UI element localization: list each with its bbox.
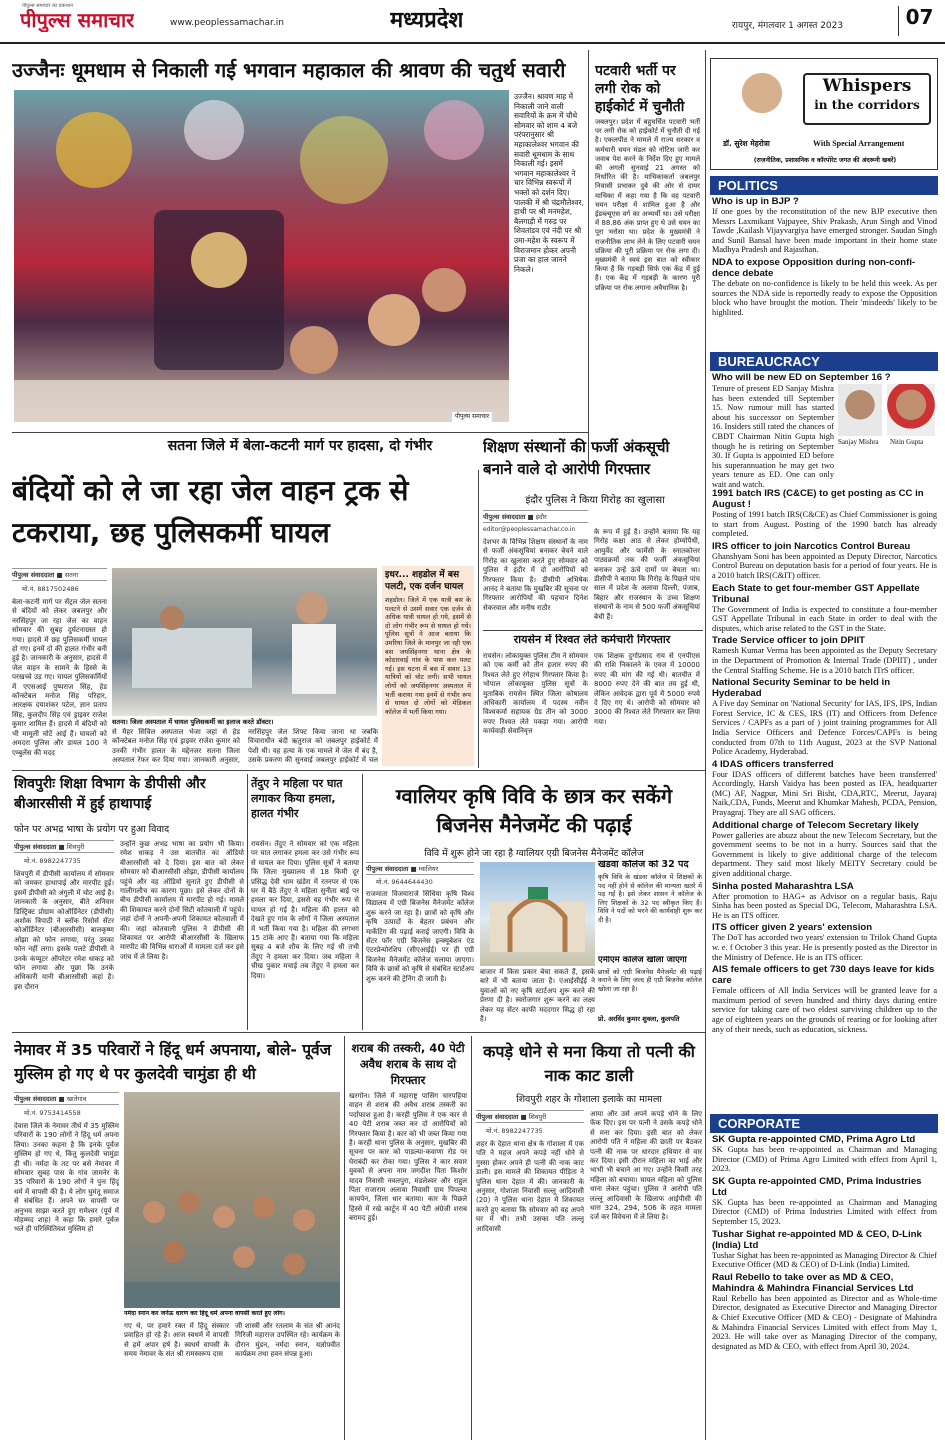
- abm-college-title: एमीएम कॉलेज खोला जाएगा: [598, 956, 687, 965]
- khandwa-box: [598, 860, 702, 954]
- sanjay-mishra-caption: Sanjay Mishra: [838, 438, 879, 446]
- rule-v3: [478, 470, 479, 768]
- nose-body: शहर के देहात थाना क्षेत्र के गोशाला में एक पति ने महज अपने कपड़े नहीं धोने से गुस्सा होकर अपने ही पत्नी की नाक काट डाली। इस मामले की शिकायत पीड़िता ने पुलिस थाना देहात में की। जानकारी के अनुसार, गोशाला निवासी सल्लू आदिवासी (20) ने पुलिस थाना देहात में शिकायत करते हुए बताया कि सोमवार को वह अपने घर में थी। तभी उसका पति लल्लू आदिवासी: [476, 1140, 584, 1233]
- satna-kicker: सतना जिले में बेला-कटनी मार्ग पर हादसा, दो गंभीर: [167, 438, 433, 454]
- indore-email[interactable]: editor@peoplessamachar.co.in: [483, 526, 576, 533]
- rule-v1: [588, 50, 589, 470]
- liquor-headline: शराब की तस्करी, 40 पेटी अवैध शराब के साथ दो गिरफ्तार: [351, 1041, 465, 1087]
- patwari-headline: पटवारी भर्ती पर लगी रोक को हाईकोर्ट में चुनौती: [595, 63, 685, 115]
- bureaucracy-band: BUREAUCRACY: [710, 352, 938, 371]
- whispers-tagline: (राजनीतिक, प्रशासनिक व कॉरपोरेट जगत की अंदरूनी खबरें): [753, 157, 897, 164]
- columnist-photo: [731, 65, 793, 135]
- bureaucracy-item-1-text: Posting of 1991 batch IRS(C&CE) as Chief Commissioner is going to start from August. Posting of the 1990 batch has already completed.: [712, 510, 937, 539]
- leopard-body: रायसेन। तेंदुए ने सोमवार को एक महिला पर घात लगाकर हमला कर उसे गंभीर रूप से घायल कर दिया। पुलिस सूत्रों ने बताया कि जिला मुख्यालय से 18 किमी दूर प्रसिद्ध देवी धाम खंडेरा में रतनपर से एक घर में बैठे तेंदुए ने महिला सुनीता बाई पर हमला कर दिया, इससे वह गंभीर रूप से घायल हो गई है। महिला की हालत को देखते हुए गांव के लोगों ने जिला अस्पताल में भर्ती किया गया है। महिला की लगभग 15 टांके आए हैं। बताया गया कि महिला सुबह 4 बजे शौच के लिए गई थी तभी तेंदुए ने हमला कर दिया। जब महिला ने चीख पुकार मचाई तब तेंदुए ने हमला कर दिया।: [251, 840, 359, 980]
- satna-mobile: मो.नं. 8817502486: [22, 585, 79, 593]
- satna-byline-place: सतना: [64, 571, 79, 579]
- satna-photo: [112, 568, 377, 716]
- nitin-gupta-caption: Nitin Gupta: [890, 438, 924, 446]
- shivpuri-dpc-mobile: मो.नं. 8982247735: [24, 857, 81, 865]
- shivpuri-dpc-byline-place: शिवपुरी: [66, 843, 85, 851]
- masthead-site[interactable]: www.peoplessamachar.in: [170, 18, 284, 28]
- shivpuri-dpc-byline-name: पीपुल्स संवाददाता: [14, 843, 57, 851]
- shivpuri-dpc-body: शिवपुरी में डीपीसी कार्यालय में सोमवार को जमकर हाथापाई और मारपीट हुई। इसमें डीपीसी को अंगुली में चोट आई है। जानकारी के अनुसार, बीते शनिवार डिस्ट्रिक्ट प्रोग्राम कोऑर्डिनेटर (डीपीसी) अशोक त्रिपाठी ने ब्लॉक रिसोर्स सेंटर कोऑर्डिनेटर (बीआरसीसी) बालकृष्ण ओझा को फोन लगाया, परंतु उनका फोन नहीं लगा। इसके पलटे डीपीसी ने उनके कंप्यूटर ऑपरेटर रमेश धाकड़ को फोन लगाया और पूछा कि उनके अधिकारी यानी बीआरसीसी कहां है। इस दौरान: [14, 870, 114, 991]
- bureaucracy-item-2-text: Ghanshyam Soni has been appointed as Deputy Director, Narcotics Control Bureau on deputation basis for a period of four years. He is a 2010 batch IRS(C&IT) officer.: [712, 551, 937, 580]
- nemawar-headline: नेमावर में 35 परिवारों ने हिंदू धर्म अपनाया, बोले- पूर्वज मुस्लिम हो गए थे पर कुलदेवी चामुंडा ही थी: [14, 1041, 332, 1083]
- bureaucracy-item-10-title: AIS female officers to get 730 days leave for kids care: [712, 964, 935, 987]
- corporate-item-3-title: Tushar Sighat re-appointed MD & CEO, D-Link (India) Ltd: [712, 1228, 922, 1251]
- rule-h4: [12, 1032, 705, 1033]
- corporate-list: [712, 1132, 937, 1440]
- masthead-logo[interactable]: पीपुल्स समाचार: [20, 9, 135, 32]
- rule-v6: [344, 1036, 345, 1440]
- gwalior-photo: [480, 862, 595, 966]
- nemawar-byline: पीपुल्स संवाददाता ■ खातेगांव: [14, 1092, 119, 1105]
- indore-headline: शिक्षण संस्थानों की फर्जी अंकसूची बनाने वाले दो आरोपी गिरफ्तार: [483, 438, 670, 478]
- nemawar-byline-name: पीपुल्स संवाददाता: [14, 1095, 57, 1103]
- bureaucracy-item-6-text: Four IDAS officers of different batches have been transferred' Accordingly, Harsh Vaidya has been posted as IFA, headquarter (MC) AF, Nagpur, Mini Sri Bisht, CDA,RTC, Meerut, Jayaraj Naik,CDA, Funds, Meerut and Khumkar Mahesh, PCDA, Pension, Prayagraj. They are all SAG officers.: [712, 769, 937, 818]
- nose-body-col2: आया और उसे अपने कपड़े धोने के लिए फेंक दिए। इस पर पत्नी ने उसके कपड़े धोने से मना कर दिया। इसी बात को लेकर आरोपी पति ने महिला की छाती पर बैठकर पत्नी की नाक पर धारदार हथियार से वार कर दिया। इसी दौरान महिला का भाई और भाभी भी बचाने आ गए। उन्होंने किसी तरह महिला को बचाया। घायल महिला को पुलिस थाना लेकर पहुंचा। पुलिस ने आरोपी पति लल्लू आदिवासी के खिलाफ आईपीसी की धारा 324, 294, 506 के तहत मामला दर्ज कर विवेचना में ले लिया है।: [590, 1110, 702, 1222]
- rule-v4: [247, 774, 248, 1030]
- whispers-header: [710, 58, 938, 170]
- politics-list: [712, 194, 937, 317]
- gwalior-body: राजमाता विजयाराजे सिंधिया कृषि विश्व विद्यालय में एग्री बिजनेस मैनेजमेंट कॉलेज शुरू करने जा रहा है। छात्रों को कृषि और कृषि उत्पादों के बेहतर प्रबंधन और मार्केटिंग की पढ़ाई कराई जाएगी। विवि के सेंटर फॉर एग्री बिजनेस इन्क्यूबेशन एंड एंटरप्रेन्योरशिप (सीएआईई) पर ही एग्री बिजनेस मैनेजमेंट कॉलेज चलाया जाएगा। विवि के छात्रों को कृषि से संबंधित स्टार्टअप शुरू करने की ट्रेनिंग दी जाती है।: [366, 890, 474, 983]
- corporate-band: CORPORATE: [710, 1114, 938, 1133]
- bureaucracy-item-3-text: The Government of India is expected to constitute a four-member GST Appellate Tribunal in each State in order to deal with the disputes, which arise related to the GST in the State.: [712, 604, 937, 633]
- ujjain-headline: उज्जैनः धूमधाम से निकाली गई भगवान महाकाल की श्रावण की चतुर्थ सवारी: [12, 58, 566, 82]
- gwalior-quote-by: प्रो. अरविंद कुमार शुक्ला, कुलपति: [598, 1015, 680, 1023]
- khandwa-box-body: कृषि विवि के खंडवा कॉलेज में शिक्षकों के पद नहीं होने से कॉलेज की मान्यता खतरे में पड़ गई है। इसे लेकर शासन ने कॉलेज के लिए शिक्षकों के 32 पद स्वीकृत किए हैं। विवि ने पदों को भरने की कार्यवाही शुरू कर दी है।: [598, 872, 702, 924]
- satna-body-col2: से मैहर सिविल अस्पताल भेजा जहां से हेड कॉन्स्टेबल मनोज सिंह एवं ड्राइवर राजेश कुमार को उनकी गंभीर हालत के मद्देनजर सतना जिला अस्पताल रेफर कर दिया गया। जानकारी अनुसार,: [112, 728, 240, 765]
- nose-headline: कपड़े धोने से मना किया तो पत्नी की नाक काट डाली: [483, 1042, 695, 1085]
- satna-byline-name: पीपुल्स संवाददाता: [12, 571, 55, 579]
- whispers-logo-line2: in the corridors: [814, 98, 920, 112]
- abm-college-body: छात्रों को एग्री बिजनेस मैनेजमेंट की पढ़ाई कराने के लिए जल्द ही एग्री बिजनेस कॉलेज खोला जा रहा है।: [598, 967, 702, 993]
- shahdol-box-title: इधर... शहडोल में बस पलटी, एक दर्जन घायल: [385, 570, 464, 592]
- indore-deck: इंदौर पुलिस ने किया गिरोह का खुलासा: [525, 495, 665, 506]
- nose-deck: शिवपुरी शहर के गोशाला इलाके का मामला: [516, 1094, 662, 1105]
- whispers-logo-line1: Whispers: [822, 76, 912, 96]
- shahdol-box: [382, 566, 474, 766]
- raisen-body: रायसेन। लोकायुक्त पुलिस टीम ने सोमवार को एक कर्मी को तीन हजार रुपए की रिश्वत लेते हुए रंगेहाथ गिरफ्तार किया है। भोपाल लोकायुक्त पुलिस सूत्रों के मुताबिक रायसेन स्थित जिला कोषालय अधिकारी कार्यालय में पदस्थ नवीन विश्वकर्मा सहायक ग्रेड तीन को 3000 रुपए रिश्वत लेते पकड़ा गया। आरोपी कार्यवाही सेवानिवृत्त: [483, 652, 588, 736]
- bureaucracy-item-5-title: National Security Seminar to be held in Hyderabad: [712, 677, 891, 700]
- columnist-name: डॉ. सुरेश मेहरोत्रा: [723, 139, 770, 148]
- bureaucracy-item-6-title: 4 IDAS officers transferred: [712, 758, 834, 770]
- nose-byline-name: पीपुल्स संवाददाता: [476, 1113, 519, 1121]
- bureaucracy-item-4-title: Trade Service officer to join DPIIT: [712, 635, 866, 647]
- corporate-item-4-title: Raul Rebello to take over as MD & CEO, Mahindra & Mahindra Financial Services Ltd: [712, 1271, 914, 1294]
- satna-byline: पीपुल्स संवाददाता ■ सतना: [12, 568, 107, 581]
- bureaucracy-item-9-title: ITS officer given 2 years' extension: [712, 922, 873, 934]
- rule-v5: [362, 774, 363, 1030]
- ujjain-photo-art: [14, 90, 509, 422]
- bureaucracy-lead-body: [712, 384, 834, 490]
- shivpuri-dpc-byline: पीपुल्स संवाददाता ■ शिवपुरी: [14, 840, 114, 853]
- corporate-item-2-title: SK Gupta re-appointed CMD, Prima Industries Ltd: [712, 1175, 922, 1198]
- bureaucracy-item-8-title: Sinha posted Maharashtra LSA: [712, 880, 854, 892]
- shivpuri-dpc-body-col2: उन्होंने कुछ अभद्र भाषा का प्रयोग भी किया। रमेश धाकड़ ने उस बातचीत का ऑडियो बीआरसीसी को दे दिया। इस बात को लेकर सोमवार को बीआरसीसी ओझा, डीपीसी कार्यालय पहुंचे और वह ऑडियो सुनाते हुए डीपीसी से गालीगलौच का कारण पूछा। इसे लेकर दोनों के बीच डीपीसी कार्यालय में मारपीट हो गई। मामले की शिकायत करने दोनों सिटी कोतवाली में पहुंचे। जहां दोनों ने अपनी-अपनी शिकायत कोतवाली में की। जहां कोतवाली पुलिस ने डीपीसी की शिकायत पर आरोपी बीआरसीसी के खिलाफ मारपीट की विभिन्न धाराओं में मामला दर्ज कर इसे जांच में ले लिया है।: [120, 840, 244, 961]
- satna-body-col3: नरसिंहपुर जेल शिफ्ट किया जाना था जबकि विचाराधीन बंदी ऋतुराज को जबलपुर हाईकोर्ट में पेशी थी। वह हत्या के एक मामले में जेल में बंद है, उसके प्रकरण की सुनवाई जबलपुर हाईकोर्ट में चल: [248, 728, 378, 765]
- bureaucracy-item-5-text: A Five day Seminar on 'National Security' for IAS, IFS, IPS, Indian Forest Service, IC & CES, IRS (IT) and Officers from Defence Services / CAPFs as a part of ) joint training programmes for All India Service Officers and Defence Forces/CAPFs is being conducted from 07th to 11th August, 2023 at the SVP National Police Academy, Hyderabad.: [712, 699, 937, 757]
- ujjain-photo: [14, 90, 509, 422]
- leopard-headline: तेंदुए ने महिला पर घात लगाकर किया हमला, हालत गंभीर: [251, 777, 343, 820]
- indore-byline-place: इंदौर: [535, 513, 547, 521]
- indore-byline: पीपुल्स संवाददाता ■ इंदौर: [483, 510, 588, 523]
- gwalior-byline-place: ग्वालियर: [418, 865, 439, 873]
- satna-headline: बंदियों को ले जा रहा जेल वाहन ट्रक से टकराया, छह पुलिसकर्मी घायल: [12, 474, 409, 549]
- ujjain-caption: उज्जैन। श्रावण माह में निकाली जाने वाली सवारियों के क्रम में चौथे सोमवार को शाम 4 बजे परंपरानुसार श्री महाकालेश्वर भगवान की सवारी धूमधाम के साथ निकाली गई। इसमें भगवान महाकालेश्वर ने चार विभिन्न स्वरूपों में भक्तों को दर्शन दिए। पालकी में श्री चंद्रमौलेश्वर, हाथी पर श्री मनमहेश, बैलगाड़ी में गरुड़ पर शिवतांडव एवं नंदी पर श्री उमा-महेश के स्वरूप में विराजमान होकर अपनी प्रजा का हाल जानने निकले।: [514, 92, 584, 274]
- nemawar-body-col3: जी शास्त्री और रतलाम के संत श्री आनंद गिरिजी महाराज उपस्थित रहे। कार्यक्रम के दौरान मुंडन, नर्मदा स्नान, यज्ञोपवीत कार्यक्रम तथा हवन संपन्न हुआ।: [235, 1322, 340, 1359]
- nose-byline-place: शिवपुरी: [528, 1113, 547, 1121]
- politics-band: POLITICS: [710, 176, 938, 195]
- masthead-tagline: पीपुल्स समाचार का प्रकाशन: [22, 3, 73, 9]
- rule-v7: [471, 1036, 472, 1440]
- indore-body-col2: के रूप में हुई है। उन्होंने बताया कि यह गिरोह कक्षा आठ से लेकर होम्योपैथी, आयुर्वेद और फार्मेसी के स्नातकोत्तर पाठ्यक्रमों तक की फर्जी अंकसूचियां बनाकर उन्हें ऊंचे दामों पर बेचता था। डीसीपी ने बताया कि गिरोह के पिछले पांच साल में प्रदेश के अलावा दिल्ली, पंजाब, बिहार और राजस्थान के उच्च शिक्षण संस्थानों के नाम से 500 फर्जी अंकसूचियां बेची हैं।: [594, 528, 700, 621]
- rule-h2: [483, 630, 703, 631]
- indore-byline-name: पीपुल्स संवाददाता: [483, 513, 526, 521]
- indore-body: देशभर के विभिन्न शिक्षण संस्थानों के नाम से फर्जी अंकसूचियां बनाकर बेचने वाले गिरोह का खुलासा करते हुए सोमवार को पुलिस ने इंदौर में दो आरोपियों को गिरफ्तार किया है। डीसीपी अभिषेक आनंद ने बताया कि मुखबिर की सूचना पर गिरफ्तार आरोपियों की पहचान दिनेश सेकरवाल और मनीष राठौर: [483, 538, 588, 612]
- shivpuri-dpc-deck: फोन पर अभद्र भाषा के प्रयोग पर हुआ विवाद: [14, 824, 170, 835]
- raisen-body-col2: एक शिक्षक दुर्गाप्रसाद राय से एनपीएस की राशि निकालने के एवज में 10000 रुपए की मांग की गई थी। बातचीत में 8000 रुपए देने की बात तय हुई थी, लेकिन आवेदक द्वारा पूर्व में 5000 रुपये दे दिए गए थे। आरोपी को सोमवार को 3000 की रिश्वत लेते गिरफ्तार कर लिया गया।: [594, 652, 700, 726]
- satna-photo-caption: सतना। जिला अस्पताल में घायल पुलिसकर्मी का इलाज करते डॉक्टर।: [112, 718, 377, 726]
- raisen-headline: रायसेन में रिश्वत लेते कर्मचारी गिरफ्तार: [513, 634, 671, 646]
- satna-photo-art: [112, 568, 377, 716]
- bureaucracy-lead-text: Tenure of present ED Sanjay Mishra has been extended till September 15. Now rumour mill has started about his successor on September 16. Insiders still rated the chances of CBDT Chairman Nitin Gupta high though he is retiring on September 30. If Gupta is appointed ED before his superannuation he may get two years tenure as ED. One can only wait and watch.: [712, 384, 834, 489]
- shivpuri-dpc-headline: शिवपुरीः शिक्षा विभाग के डीपीसी और बीआरसीसी में हुई हाथापाई: [14, 776, 206, 812]
- nose-mobile: मो.नं. 8982247735: [486, 1127, 543, 1135]
- sanjay-mishra-photo: [838, 384, 882, 436]
- bureaucracy-item-7-title: Additional charge of Telecom Secretary likely: [712, 819, 919, 831]
- corporate-item-1-text: SK Gupta has been re-appointed as Chairman and Managing Director (CMD) of Prima Agro Limited with effect from April 1, 2023.: [712, 1145, 937, 1174]
- khandwa-box-title: खंडवा कॉलेज को 32 पद: [598, 860, 689, 870]
- nemawar-byline-place: खातेगांव: [66, 1095, 87, 1103]
- nemawar-photo-art: [124, 1092, 340, 1308]
- nemawar-photo: [124, 1092, 340, 1308]
- abm-college-box: [598, 956, 702, 1010]
- bureaucracy-item-4-text: Ramesh Kumar Verma has been appointed as the Deputy Secretary in the Department of Promotion & Internal Trade (DPIIT) , under the Central Staffing Scheme. He is a 2010 batch ITrS officer.: [712, 646, 937, 675]
- gwalior-mobile: मो.नं. 9644644430: [376, 878, 433, 886]
- politics-item-2-title: NDA to expose Opposition during non-confi-dence debate: [712, 256, 916, 279]
- rule-h1: [12, 432, 588, 433]
- satna-body: बेला-कटनी मार्ग पर सेंट्रल जेल सतना से बंदियों को लेकर जबलपुर और नरसिंहपुर जा रहा जेल का वाहन सोमवार की सुबह दुर्घटनाग्रस्त हो गया। हादसे में छह पुलिसकर्मी घायल हो गए। इनमें दो की हालत गंभीर बनी हुई है। जानकारी के अनुसार, हादसे में जेल वाहन के सामने के हिस्से के परखच्चे उड़ गए। घायल पुलिसकर्मियों में एएसआई पुष्पराज सिंह, हेड कॉन्स्टेबल मनोज सिंह परिहार, आरक्षक दयाशंकर पटेल, ज्ञान प्रताप सिंह, कुलदीप सिंह एवं ड्राइवर राजेश कुमार शामिल हैं। हादसे में बंदियों को भी मामूली चोटें आई हैं। घायलों को अमदरा पुलिस और डायल 100 ने एम्बुलेंस की मदद: [12, 598, 107, 757]
- nemawar-mobile: मो.नं. 9753414558: [24, 1109, 81, 1117]
- corporate-item-2-text: SK Gupta has been re-appointed as Chairman and Managing Director (CMD) of Prima Industries Limited with effect from September 15, 2023.: [712, 1197, 937, 1226]
- bureaucracy-item-1-title: 1991 batch IRS (C&CE) to get posting as CC in August !: [712, 488, 924, 510]
- patwari-body: जबलपुर। प्रदेश में बहुचर्चित पटवारी भर्ती पर लगी रोक को हाईकोर्ट में चुनौती दी गई है। एकलपीठ ने मामले में राज्य सरकार व कर्मचारी चयन मंडल को नोटिस जारी कर जवाब पेश करने के निर्देश दिए हुए मामले की अगली सुनवाई 21 अगस्त को निर्धारित की है। याचिकाकर्ता जबलपुर निवासी प्रभाकर दुबे की ओर से दायर याचिका में कहा गया है कि वह पटवारी चयन परीक्षा में शामिल हुआ है और ईडब्ल्यूएस वर्ग का अभ्यर्थी था। उसे परीक्षा में 88.86 अंक प्राप्त हुए थे उसे चयन का पूरा भरोसा था। प्रदेश के मुख्यमंत्री ने राजनीतिक लाभ लेने के लिए पटवारी चयन प्रक्रिया की पूरी प्रक्रिया पर रोक लगा दी। मुख्यमंत्री ने स्वयं इस बात को स्वीकार किया है कि गड़बड़ी सिर्फ एक केंद्र में हुई है। एक केंद्र में गड़बड़ी के कारण पूरी प्रक्रिया पर रोक लगाना अवैधानिक है।: [595, 118, 700, 292]
- section-title: मध्यप्रदेश: [390, 8, 464, 33]
- nemawar-photo-caption: नर्मदा स्नान कर जनेऊ धारण कर हिंदू धर्म अपना वापसी करते हुए लोग।: [124, 1310, 340, 1318]
- shahdol-box-body: शहडोल। जिले में एक यात्री बस के पलटने से उसमें सवार एक दर्जन से अधिक यात्री घायल हो गये, इसमें से दो लोग गंभीर रूप से घायल हो गये। पुलिस सूत्रों ने आज बताया कि उमरिया जिले के मानपुर जा रही एक बस जयसिंहनगर थाना क्षेत्र के कोठारवाई गांव के पास कल पलट गई। इस घटना में बस में सवार 13 यात्रियों को चोट लगी। सभी घायल लोगों को जयसिंहनगर अस्पताल में भर्ती कराया गया इनमें से गंभीर रूप से घायल दो लोगों को मेडिकल कॉलेज में भर्ती किया गया।: [385, 596, 471, 716]
- politics-item-1-text: If one goes by the reconstitution of the new BJP executive then Messrs Laxmikant Vajpayee, Shiv Prakash, Arun Singh and Vinod Tawde ,Kailash Vijayvargiya have emerged stronger. Saudan Singh and Sunil Bansal have been made important in their home state Madhya Pradesh and Rajasthan.: [712, 207, 937, 255]
- bureaucracy-lead-title: Who will be new ED on September 16 ?: [712, 372, 891, 383]
- corporate-item-4-text: Raul Rebello has been appointed as Director and as Whole-time Director, designated as Executive Director and Managing Director & Chief Executive Officer (MD & CEO) - Designate of Mahindra & Mahindra Financial Services Limited with effect from May 1, 2023. He will take over as Managing Director of the company, designated as MD & CEO, with effect from April 30, 2024.: [712, 1293, 937, 1351]
- dateline: रायपुर, मंगलवार 1 अगस्त 2023: [732, 21, 844, 31]
- gwalior-byline-name: पीपुल्स संवाददाता: [366, 865, 409, 873]
- rule-h3: [12, 770, 705, 771]
- rule-v2: [705, 50, 706, 1440]
- bureaucracy-lead: [712, 370, 937, 383]
- whispers-arrangement: With Special Arrangement: [813, 139, 905, 148]
- politics-item-2-text: The debate on no-confidence is likely to be held this week. As per sources the NDA side is reportedly ready to expose the Opposition block who have brought the motion. Their 'misdeeds' likely to be highlited.: [712, 278, 937, 317]
- bureaucracy-item-10-text: Female officers of All India Services will be granted leave for a maximum period of seven hundred and thirty days during entire service for taking care of two eldest surviving children up to the age of eighteen years on the grounds of rearing or for looking after any of their needs, such as education, sickness.: [712, 986, 937, 1034]
- gwalior-byline: पीपुल्स संवाददाता ■ ग्वालियर: [366, 862, 474, 875]
- page-number: 07: [898, 6, 940, 36]
- nemawar-body: देवास जिले के नेमावर तीर्थ में 35 मुस्लिम परिवारों के 190 लोगों ने हिंदू धर्म अपना लिया। उनका कहना है कि इनके पूर्वज मुस्लिम हो गए थे, किंतु कुलदेवी चामुंडा ही थी। नर्मदा के तट पर बसे नेमावर में सोमवार सुबह पास के गांव जामनेर के 35 परिवारों के 190 लोगों ने पुनः हिंदू धर्म में वापसी की है। ये लोग घुमंतू समाज से संबंधित हैं। अपने घर वापसी पर अनुभव साझा करते हुए रामेश्वर (पूर्व में मोहम्मद शाह) ने कहा कि हमारे पूर्वज भले ही परिस्थितिवश मुस्लिम हो: [14, 1122, 119, 1234]
- bureaucracy-item-8-text: After promotion to HAG+ as Advisor on a regular basis, Raju Sinha has been posted as Special DG, Telecom, Maharashtra LSA. He is an ITS officer.: [712, 891, 937, 920]
- gwalior-deck: विवि में शुरू होने जा रहा है ग्वालियर एग्री बिजनेस मैनेजमेंट कॉलेज: [424, 848, 644, 859]
- masthead: [0, 0, 945, 44]
- nemawar-body-col2: गए थे, पर हमारे रक्त में हिंदू संस्कार प्रवाहित हो रहे हैं। आज स्वधर्म में वापसी से हमें अपार हर्ष है। स्वधर्म वापसी के समय नेमावर के संत श्री रामस्वरूप दास: [124, 1322, 229, 1359]
- gwalior-body-col2: बाजार में किस प्रकार बेचा सकते हैं, इसके बारे में भी बताया जाता है। एआईसीईई ने युवाओं को नए कृषि स्टार्टअप शुरू करने की प्रेरणा दी है। स्वरोजगार शुरू करने का लक्ष्य लेकर यह सेंटर काफी मददगार सिद्ध हो रहा है।: [480, 968, 595, 1024]
- bureaucracy-list: [712, 486, 937, 1112]
- bureaucracy-item-9-text: The DoT has accorded two years' extension to Trilok Chand Gupta w. e. f October 3 this year. He is presently posted as the Director in the Ministry of Defence. He is an ITS officer.: [712, 933, 937, 962]
- corporate-item-3-text: Tushar Sighat has been re-appointed as Managing Director & Chief Executive Officer (MD & CEO) of D-Link (India) Limited.: [712, 1250, 937, 1270]
- liquor-body: खरगोन। जिले में महाराष्ट्र पासिंग चारपहिया वाहन से शराब की अवैध शराब तस्करी का पर्दाफाश हुआ है। करही पुलिस ने एक कार से 40 पेटी शराब जब्त कर दो आरोपियों को गिरफ्तार किया है। कार को भी जब्त किया गया है। करही थाना पुलिस के अनुसार, मुखबिर की सूचना पर कार को पाडल्या-कवाणा रोड पर घेराबंदी कर रोका गया। पुलिस ने कार सवार युवकों से अपना नाम जगदीश पिता किशोर यादव निवासी नवलपुरा, मंडलेश्वर और राहुल पिता राजाराम अलावा निवासी ग्राम पिपल्या कायपेन, जिला धार बताया। कार के पिछले हिस्से में रखे कार्टून में 40 पेटी अंग्रेजी शराब बरामद हुई।: [349, 1092, 467, 1223]
- politics-item-1-title: Who is up in BJP ?: [712, 196, 799, 207]
- bureaucracy-item-2-title: IRS officer to join Narcotics Control Bureau: [712, 540, 911, 552]
- nitin-gupta-photo: [887, 384, 935, 436]
- bureaucracy-item-3-title: Each State to get four-member GST Appellate Tribunal: [712, 582, 920, 605]
- whispers-logo: [803, 73, 931, 125]
- gwalior-headline: ग्वालियर कृषि विवि के छात्र कर सकेंगे बिजनेस मैनेजमेंट की पढ़ाई: [395, 784, 673, 837]
- nose-byline: पीपुल्स संवाददाता ■ शिवपुरी: [476, 1110, 584, 1123]
- bureaucracy-item-7-text: Power galleries are abuzz about the new Telecom Secretary, but the government seems to be not in a hurry. Sources said that the Government is likely to give additional charge of the telecom department. They said most likely MEITY Secretary could be given additional charge.: [712, 830, 937, 879]
- gwalior-photo-art: [480, 862, 595, 966]
- ujjain-photo-credit: पीपुल्स समाचार: [452, 412, 492, 422]
- corporate-item-1-title: SK Gupta re-appointed CMD, Prima Agro Ltd: [712, 1134, 916, 1145]
